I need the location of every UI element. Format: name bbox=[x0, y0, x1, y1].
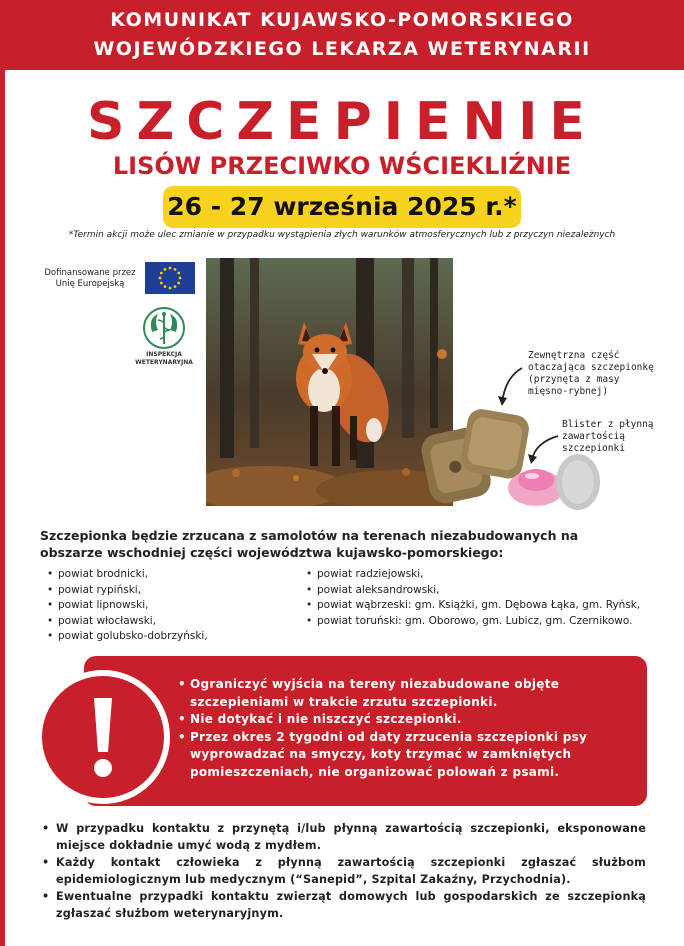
list-item: • Nie dotykać i nie niszczyć szczepionki. bbox=[180, 711, 620, 729]
list-item: • powiat brodnicki, bbox=[47, 567, 297, 583]
veterinary-inspection-logo bbox=[142, 306, 186, 350]
blister-label-line-3: szczepionki bbox=[562, 443, 625, 454]
eu-caption-line-2: Unię Europejską bbox=[55, 279, 125, 289]
list-item: • Każdy kontakt człowieka z płynną zawartością szczepionki zgłaszać służbom epidemiologicznym lub medycznym (“Sanepid”, Szpital Zakaźny, Przychodnia). bbox=[40, 854, 646, 888]
eu-star bbox=[169, 267, 172, 270]
exclamation-icon bbox=[36, 670, 170, 804]
page-title: SZCZEPIENIE bbox=[87, 92, 597, 152]
list-item: • Ograniczyć wyjścia na tereny niezabudowane objęte szczepieniami w trakcie zrzutu szczepionki. bbox=[180, 676, 620, 711]
blister-label bbox=[562, 419, 672, 455]
eu-flag-icon bbox=[145, 262, 195, 294]
eu-star bbox=[174, 268, 177, 271]
list-item: • W przypadku kontaktu z przynętą i/lub płynną zawartością szczepionki, eksponowane miejsce dokładnie umyć wodą z mydłem. bbox=[40, 820, 646, 854]
district-list-left bbox=[47, 567, 297, 645]
inspection-line-2: WETERYNARYJNA bbox=[135, 359, 193, 366]
date-badge: 26 - 27 września 2025 r.* bbox=[163, 186, 521, 228]
eu-star bbox=[159, 277, 162, 280]
header-line-2: WOJEWÓDZKIEGO LEKARZA WETERYNARII bbox=[93, 38, 591, 60]
intro-line-2: obszarze wschodniej części województwa kujawsko-pomorskiego: bbox=[40, 545, 504, 560]
header-line-1: KOMUNIKAT KUJAWSKO-POMORSKIEGO bbox=[110, 9, 574, 31]
district-list-right bbox=[306, 567, 656, 629]
intro-paragraph bbox=[40, 527, 644, 561]
outer-label-line-3: (przynęta z masy bbox=[528, 374, 620, 385]
warning-list bbox=[180, 676, 620, 781]
list-item: • powiat włocławski, bbox=[47, 614, 297, 630]
outer-label-line-1: Zewnętrzna część bbox=[528, 350, 620, 361]
list-item: • Przez okres 2 tygodni od daty zrzucenia szczepionki psy wyprowadzać na smyczy, koty trzymać w zamkniętych pomieszczeniach, nie organizować polowań z psami. bbox=[180, 729, 620, 782]
inspection-line-1: INSPEKCJA bbox=[146, 351, 182, 358]
list-item: • powiat radziejowski, bbox=[306, 567, 656, 583]
page-subtitle: LISÓW PRZECIWKO WŚCIEKLIŹNIE bbox=[112, 152, 572, 180]
eu-star bbox=[160, 282, 163, 285]
list-item: • Ewentualne przypadki kontaktu zwierząt domowych lub gospodarskich ze szczepionką zgłaszać służbom weterynaryjnym. bbox=[40, 888, 646, 922]
inspection-caption bbox=[128, 351, 200, 367]
eu-star bbox=[177, 282, 180, 285]
outer-label-line-2: otaczająca szczepionkę bbox=[528, 362, 654, 373]
eu-funding-caption bbox=[40, 268, 140, 290]
eu-star bbox=[164, 268, 167, 271]
list-item: • powiat lipnowski, bbox=[47, 598, 297, 614]
eu-star bbox=[169, 287, 172, 290]
blister-label-line-2: zawartością bbox=[562, 431, 625, 442]
eu-star bbox=[164, 285, 167, 288]
eu-caption-line-1: Dofinansowane przez bbox=[44, 268, 136, 278]
eu-star bbox=[177, 272, 180, 275]
blister-label-line-1: Blister z płynną bbox=[562, 419, 654, 430]
list-item: • powiat golubsko-dobrzyński, bbox=[47, 629, 297, 645]
eu-star bbox=[174, 285, 177, 288]
intro-line-1: Szczepionka będzie zrzucana z samolotów na terenach niezabudowanych na bbox=[40, 528, 579, 543]
eu-star bbox=[179, 277, 182, 280]
list-item: • powiat rypiński, bbox=[47, 583, 297, 599]
left-accent-bar bbox=[0, 70, 5, 946]
fox-photo bbox=[206, 258, 453, 506]
date-footnote: *Termin akcji może ulec zmianie w przypadku wystąpienia złych warunków atmosferycznych lub z przyczyn niezależnych bbox=[68, 230, 616, 240]
list-item: • powiat aleksandrowski, bbox=[306, 583, 656, 599]
list-item: • powiat toruński: gm. Oborowo, gm. Lubicz, gm. Czernikowo. bbox=[306, 614, 656, 630]
header-banner bbox=[0, 0, 684, 70]
instructions-list bbox=[40, 820, 646, 922]
outer-bait-label bbox=[528, 350, 668, 398]
eu-star bbox=[160, 272, 163, 275]
outer-label-line-4: mięsno-rybnej) bbox=[528, 386, 609, 397]
list-item: • powiat wąbrzeski: gm. Książki, gm. Dębowa Łąka, gm. Ryńsk, bbox=[306, 598, 656, 614]
